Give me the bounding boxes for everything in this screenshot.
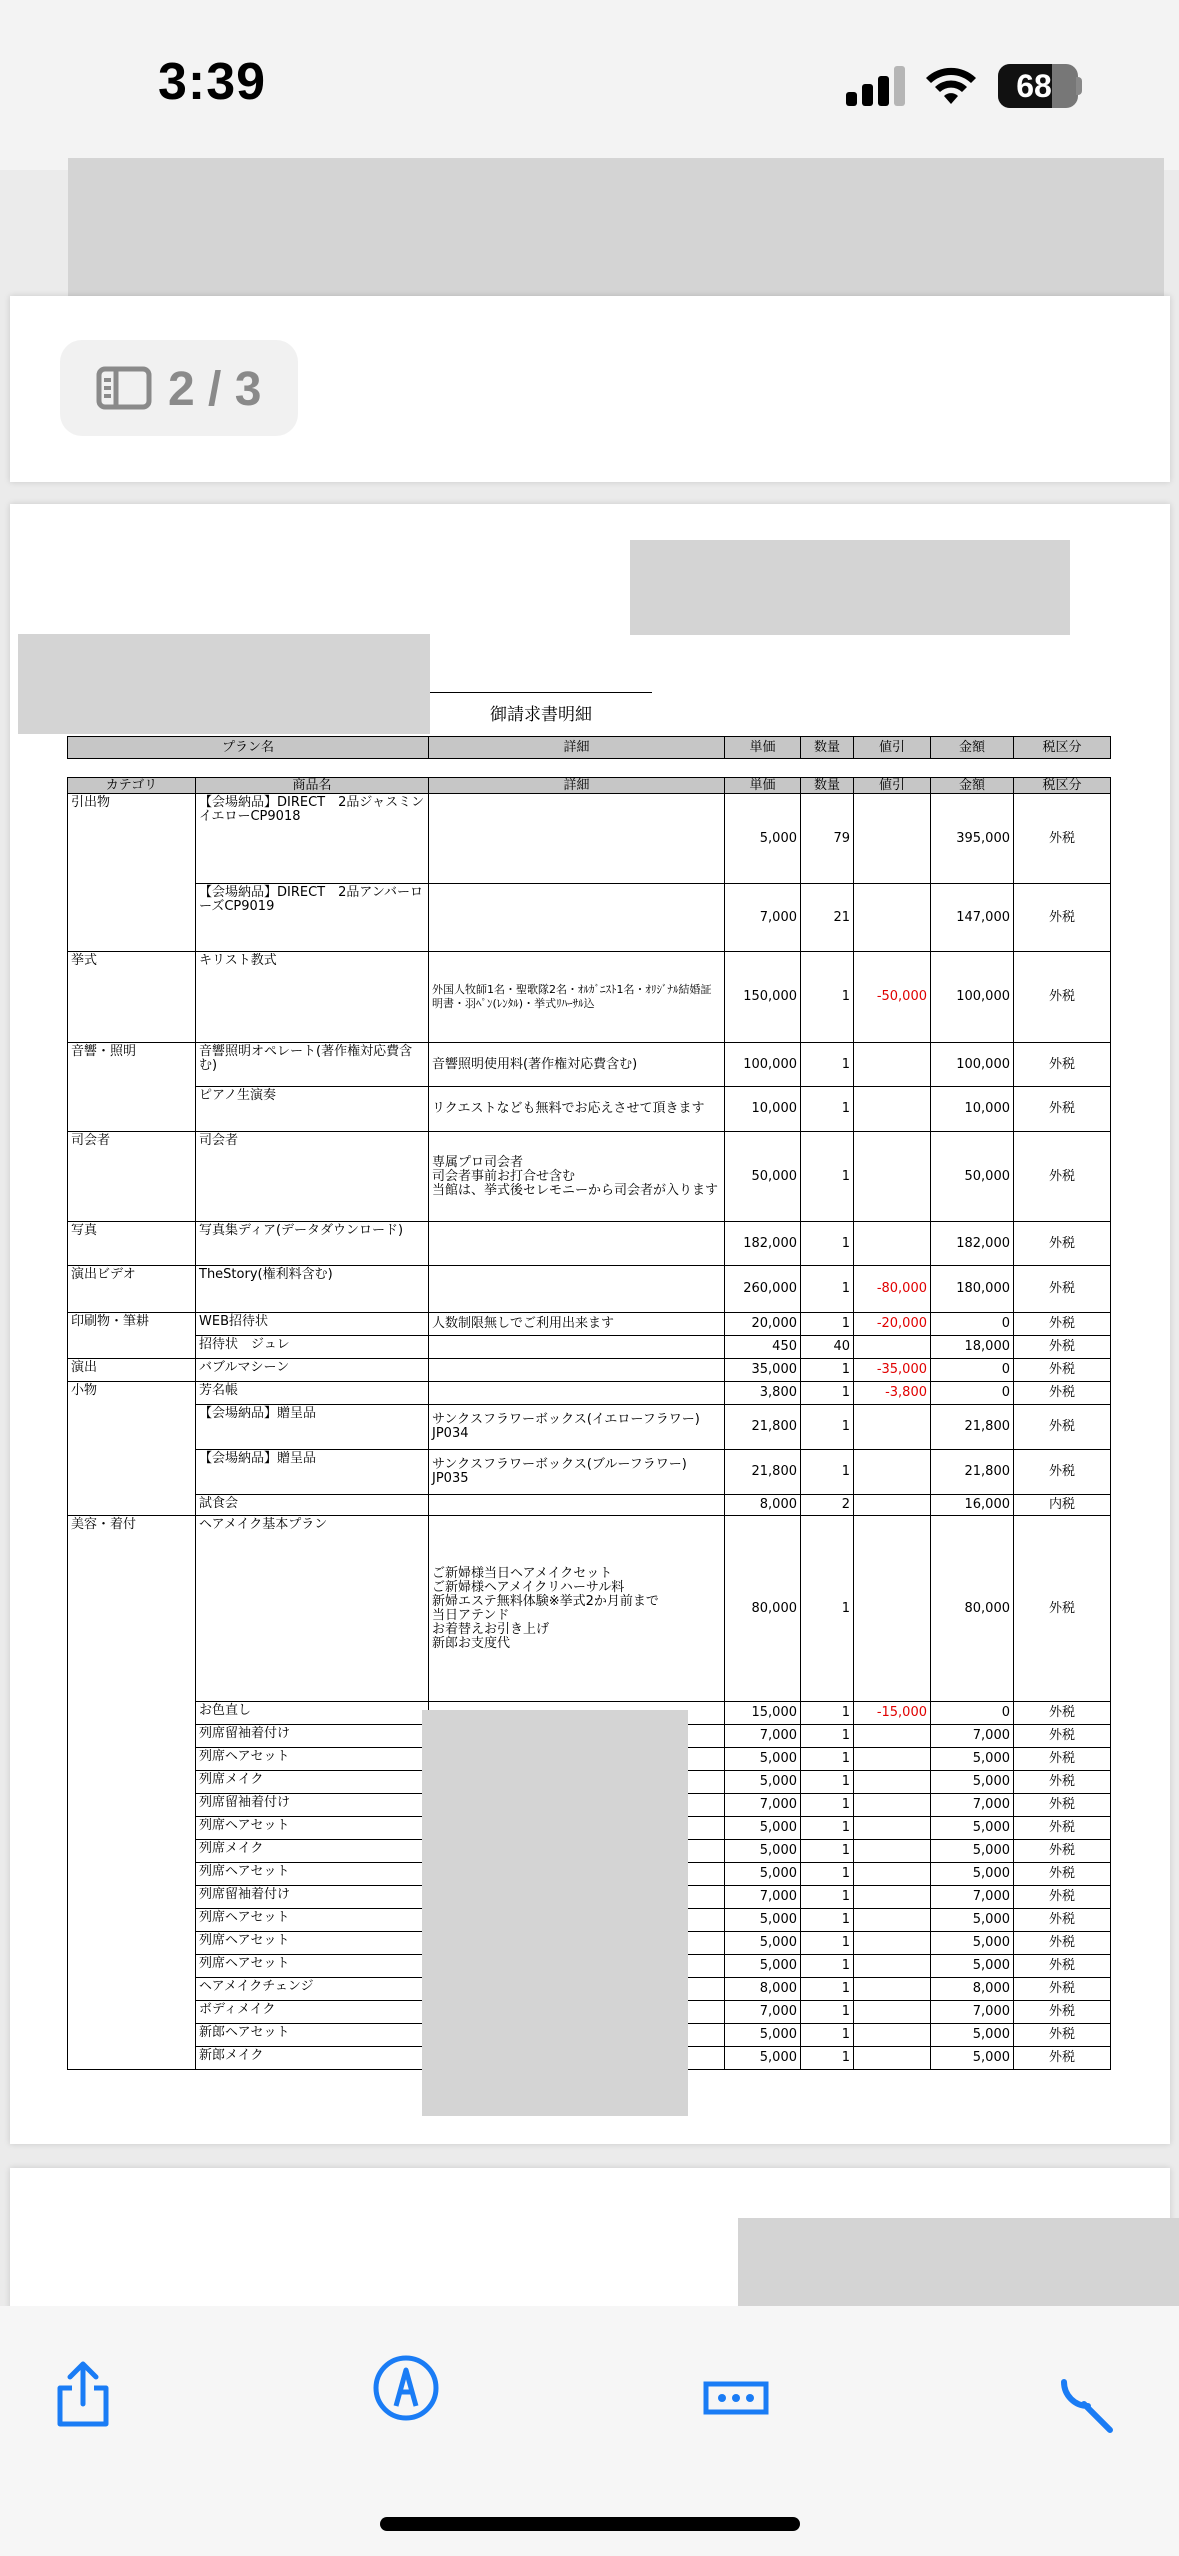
product-name-cell: 招待状 ジュレ bbox=[196, 1336, 429, 1359]
plan-header-cell: 税区分 bbox=[1014, 737, 1111, 759]
home-indicator bbox=[380, 2517, 800, 2531]
tax-type-cell: 外税 bbox=[1014, 1725, 1111, 1748]
quantity-cell: 1 bbox=[801, 1748, 854, 1771]
unit-price-cell: 5,000 bbox=[725, 1909, 801, 1932]
unit-price-cell: 10,000 bbox=[725, 1087, 801, 1132]
unit-price-cell: 15,000 bbox=[725, 1702, 801, 1725]
tax-type-cell: 外税 bbox=[1014, 1978, 1111, 2001]
table-row bbox=[68, 1087, 1111, 1132]
amount-cell: 21,800 bbox=[931, 1405, 1014, 1450]
detail-cell bbox=[429, 1222, 725, 1266]
tax-type-cell: 外税 bbox=[1014, 1087, 1111, 1132]
tax-type-cell: 外税 bbox=[1014, 1313, 1111, 1336]
table-row bbox=[68, 1495, 1111, 1516]
tax-type-cell: 外税 bbox=[1014, 1450, 1111, 1495]
quantity-cell: 2 bbox=[801, 1495, 854, 1516]
items-header-cell: 詳細 bbox=[429, 778, 725, 794]
plan-header-cell: プラン名 bbox=[68, 737, 429, 759]
quantity-cell: 1 bbox=[801, 1313, 854, 1336]
tax-type-cell: 内税 bbox=[1014, 1495, 1111, 1516]
amount-cell: 16,000 bbox=[931, 1495, 1014, 1516]
plan-header-row bbox=[68, 737, 1111, 759]
detail-cell: サンクスフラワーボックス(ブルーフラワー) JP035 bbox=[429, 1450, 725, 1495]
product-name-cell: 列席メイク bbox=[196, 1771, 429, 1794]
quantity-cell: 1 bbox=[801, 1932, 854, 1955]
quantity-cell: 1 bbox=[801, 1359, 854, 1382]
tax-type-cell: 外税 bbox=[1014, 884, 1111, 952]
tax-type-cell: 外税 bbox=[1014, 1817, 1111, 1840]
product-name-cell: お色直し bbox=[196, 1702, 429, 1725]
tax-type-cell: 外税 bbox=[1014, 2047, 1111, 2070]
tax-type-cell: 外税 bbox=[1014, 2001, 1111, 2024]
table-row bbox=[68, 1450, 1111, 1495]
unit-price-cell: 8,000 bbox=[725, 1978, 801, 2001]
discount-cell bbox=[854, 1794, 931, 1817]
discount-cell: -20,000 bbox=[854, 1313, 931, 1336]
tax-type-cell: 外税 bbox=[1014, 1886, 1111, 1909]
table-row bbox=[68, 1516, 1111, 1702]
discount-cell bbox=[854, 1132, 931, 1222]
table-row bbox=[68, 1132, 1111, 1222]
unit-price-cell: 182,000 bbox=[725, 1222, 801, 1266]
battery-nub bbox=[1076, 77, 1082, 95]
quantity-cell: 1 bbox=[801, 1978, 854, 2001]
product-name-cell: ヘアメイクチェンジ bbox=[196, 1978, 429, 2001]
page-indicator[interactable] bbox=[60, 340, 298, 436]
quantity-cell: 1 bbox=[801, 1886, 854, 1909]
amount-cell: 0 bbox=[931, 1382, 1014, 1405]
tax-type-cell: 外税 bbox=[1014, 952, 1111, 1043]
tax-type-cell: 外税 bbox=[1014, 1863, 1111, 1886]
category-cell: 引出物 bbox=[68, 794, 196, 952]
unit-price-cell: 150,000 bbox=[725, 952, 801, 1043]
product-name-cell: 列席ヘアセット bbox=[196, 1909, 429, 1932]
quantity-cell: 1 bbox=[801, 2001, 854, 2024]
unit-price-cell: 50,000 bbox=[725, 1132, 801, 1222]
product-name-cell: ピアノ生演奏 bbox=[196, 1087, 429, 1132]
discount-cell bbox=[854, 884, 931, 952]
detail-cell: 人数制限無しでご利用出来ます bbox=[429, 1313, 725, 1336]
table-row bbox=[68, 1336, 1111, 1359]
category-cell: 音響・照明 bbox=[68, 1043, 196, 1132]
quantity-cell: 1 bbox=[801, 1909, 854, 1932]
share-icon[interactable] bbox=[52, 2360, 114, 2430]
table-row bbox=[68, 1359, 1111, 1382]
tax-type-cell: 外税 bbox=[1014, 1266, 1111, 1313]
unit-price-cell: 100,000 bbox=[725, 1043, 801, 1087]
unit-price-cell: 21,800 bbox=[725, 1450, 801, 1495]
amount-cell: 5,000 bbox=[931, 2024, 1014, 2047]
redacted-name-block bbox=[18, 634, 430, 734]
table-row bbox=[68, 1043, 1111, 1087]
markup-icon[interactable] bbox=[372, 2354, 440, 2422]
product-name-cell: 列席ヘアセット bbox=[196, 1863, 429, 1886]
unit-price-cell: 7,000 bbox=[725, 1886, 801, 1909]
items-header-cell: 単価 bbox=[725, 778, 801, 794]
discount-cell bbox=[854, 2047, 931, 2070]
amount-cell: 7,000 bbox=[931, 1886, 1014, 1909]
amount-cell: 5,000 bbox=[931, 1840, 1014, 1863]
quantity-cell: 21 bbox=[801, 884, 854, 952]
battery-level: 68 bbox=[1016, 68, 1052, 104]
plan-header-cell: 金額 bbox=[931, 737, 1014, 759]
quantity-cell: 40 bbox=[801, 1336, 854, 1359]
category-cell: 演出ビデオ bbox=[68, 1266, 196, 1313]
quantity-cell: 1 bbox=[801, 1794, 854, 1817]
amount-cell: 5,000 bbox=[931, 2047, 1014, 2070]
redacted-details-block bbox=[422, 1710, 688, 2116]
product-name-cell: 新郎メイク bbox=[196, 2047, 429, 2070]
detail-cell bbox=[429, 1266, 725, 1313]
product-name-cell: 【会場納品】DIRECT 2品ジャスミンイエローCP9018 bbox=[196, 794, 429, 884]
product-name-cell: 列席ヘアセット bbox=[196, 1932, 429, 1955]
discount-cell: -50,000 bbox=[854, 952, 931, 1043]
product-name-cell: 司会者 bbox=[196, 1132, 429, 1222]
items-header-cell: 金額 bbox=[931, 778, 1014, 794]
amount-cell: 21,800 bbox=[931, 1450, 1014, 1495]
unit-price-cell: 5,000 bbox=[725, 1748, 801, 1771]
quantity-cell: 1 bbox=[801, 1132, 854, 1222]
detail-cell: 音響照明使用料(著作権対応費含む) bbox=[429, 1043, 725, 1087]
amount-cell: 5,000 bbox=[931, 1955, 1014, 1978]
unit-price-cell: 3,800 bbox=[725, 1382, 801, 1405]
detail-cell: 専属プロ司会者 司会者事前お打合せ含む 当館は、挙式後セレモニーから司会者が入ります bbox=[429, 1132, 725, 1222]
items-header-cell: 数量 bbox=[801, 778, 854, 794]
amount-cell: 0 bbox=[931, 1359, 1014, 1382]
discount-cell: -80,000 bbox=[854, 1266, 931, 1313]
tax-type-cell: 外税 bbox=[1014, 1336, 1111, 1359]
amount-cell: 182,000 bbox=[931, 1222, 1014, 1266]
discount-cell bbox=[854, 1840, 931, 1863]
amount-cell: 7,000 bbox=[931, 1725, 1014, 1748]
product-name-cell: 試食会 bbox=[196, 1495, 429, 1516]
table-row bbox=[68, 794, 1111, 884]
amount-cell: 18,000 bbox=[931, 1336, 1014, 1359]
amount-cell: 100,000 bbox=[931, 1043, 1014, 1087]
tax-type-cell: 外税 bbox=[1014, 1382, 1111, 1405]
detail-cell bbox=[429, 1359, 725, 1382]
amount-cell: 5,000 bbox=[931, 1748, 1014, 1771]
product-name-cell: 列席ヘアセット bbox=[196, 1748, 429, 1771]
tax-type-cell: 外税 bbox=[1014, 1702, 1111, 1725]
unit-price-cell: 5,000 bbox=[725, 794, 801, 884]
product-name-cell: キリスト教式 bbox=[196, 952, 429, 1043]
title-rule bbox=[430, 692, 652, 693]
discount-cell bbox=[854, 1748, 931, 1771]
quantity-cell: 1 bbox=[801, 1382, 854, 1405]
discount-cell bbox=[854, 2001, 931, 2024]
discount-cell bbox=[854, 2024, 931, 2047]
tax-type-cell: 外税 bbox=[1014, 1771, 1111, 1794]
discount-cell bbox=[854, 1817, 931, 1840]
table-row bbox=[68, 1266, 1111, 1313]
category-cell: 印刷物・筆耕 bbox=[68, 1313, 196, 1359]
page-indicator-label: 2 / 3 bbox=[168, 363, 262, 416]
amount-cell: 5,000 bbox=[931, 1771, 1014, 1794]
detail-cell: ご新婦様当日ヘアメイクセット ご新婦様ヘアメイクリハーサル料 新婦エステ無料体験※挙式2か月前まで 当日アテンド お着替えお引き上げ 新郎お支度代 bbox=[429, 1516, 725, 1702]
sidebar-icon bbox=[96, 366, 152, 410]
unit-price-cell: 8,000 bbox=[725, 1495, 801, 1516]
unit-price-cell: 7,000 bbox=[725, 1725, 801, 1748]
product-name-cell: バブルマシーン bbox=[196, 1359, 429, 1382]
tax-type-cell: 外税 bbox=[1014, 1516, 1111, 1702]
tax-type-cell: 外税 bbox=[1014, 1405, 1111, 1450]
tax-type-cell: 外税 bbox=[1014, 1932, 1111, 1955]
category-cell: 演出 bbox=[68, 1359, 196, 1382]
quantity-cell: 1 bbox=[801, 1266, 854, 1313]
quantity-cell: 1 bbox=[801, 2024, 854, 2047]
amount-cell: 7,000 bbox=[931, 1794, 1014, 1817]
discount-cell: -3,800 bbox=[854, 1382, 931, 1405]
items-header-row bbox=[68, 778, 1111, 794]
amount-cell: 8,000 bbox=[931, 1978, 1014, 2001]
plan-header-cell: 数量 bbox=[801, 737, 854, 759]
detail-cell bbox=[429, 884, 725, 952]
plan-header-cell: 値引 bbox=[854, 737, 931, 759]
unit-price-cell: 7,000 bbox=[725, 1794, 801, 1817]
product-name-cell: 【会場納品】DIRECT 2品アンバーローズCP9019 bbox=[196, 884, 429, 952]
product-name-cell: 【会場納品】贈呈品 bbox=[196, 1450, 429, 1495]
items-header-cell: 商品名 bbox=[196, 778, 429, 794]
discount-cell bbox=[854, 1222, 931, 1266]
amount-cell: 7,000 bbox=[931, 2001, 1014, 2024]
quantity-cell: 1 bbox=[801, 1725, 854, 1748]
discount-cell bbox=[854, 1336, 931, 1359]
redacted-header-block bbox=[68, 158, 1164, 310]
unit-price-cell: 5,000 bbox=[725, 1771, 801, 1794]
category-cell: 美容・着付 bbox=[68, 1516, 196, 2070]
discount-cell bbox=[854, 1516, 931, 1702]
cellular-signal-icon bbox=[846, 66, 906, 106]
product-name-cell: 列席留袖着付け bbox=[196, 1886, 429, 1909]
quantity-cell: 1 bbox=[801, 952, 854, 1043]
amount-cell: 180,000 bbox=[931, 1266, 1014, 1313]
tax-type-cell: 外税 bbox=[1014, 1222, 1111, 1266]
table-row bbox=[68, 952, 1111, 1043]
product-name-cell: 新郎ヘアセット bbox=[196, 2024, 429, 2047]
product-name-cell: 音響照明オペレート(著作権対応費含む) bbox=[196, 1043, 429, 1087]
unit-price-cell: 20,000 bbox=[725, 1313, 801, 1336]
product-name-cell: 列席留袖着付け bbox=[196, 1794, 429, 1817]
tax-type-cell: 外税 bbox=[1014, 1043, 1111, 1087]
product-name-cell: 【会場納品】贈呈品 bbox=[196, 1405, 429, 1450]
table-row bbox=[68, 1405, 1111, 1450]
product-name-cell: 列席ヘアセット bbox=[196, 1817, 429, 1840]
quantity-cell: 1 bbox=[801, 1043, 854, 1087]
items-header-cell: 税区分 bbox=[1014, 778, 1111, 794]
quantity-cell: 1 bbox=[801, 1771, 854, 1794]
wifi-icon bbox=[924, 62, 978, 106]
plan-header-cell: 詳細 bbox=[429, 737, 725, 759]
unit-price-cell: 35,000 bbox=[725, 1359, 801, 1382]
battery-icon bbox=[998, 64, 1078, 108]
unit-price-cell: 260,000 bbox=[725, 1266, 801, 1313]
table-row bbox=[68, 884, 1111, 952]
category-cell: 司会者 bbox=[68, 1132, 196, 1222]
discount-cell bbox=[854, 1909, 931, 1932]
product-name-cell: TheStory(権利料含む) bbox=[196, 1266, 429, 1313]
table-row bbox=[68, 1222, 1111, 1266]
discount-cell bbox=[854, 1886, 931, 1909]
quantity-cell: 1 bbox=[801, 1863, 854, 1886]
detail-cell bbox=[429, 794, 725, 884]
document-title: 御請求書明細 bbox=[490, 705, 592, 725]
search-icon[interactable] bbox=[1058, 2376, 1128, 2436]
discount-cell bbox=[854, 1725, 931, 1748]
tax-type-cell: 外税 bbox=[1014, 1909, 1111, 1932]
product-name-cell: 列席メイク bbox=[196, 1840, 429, 1863]
detail-cell: 外国人牧師1名・聖歌隊2名・ｵﾙｶﾞﾆｽﾄ1名・ｵﾘｼﾞﾅﾙ結婚証明書・羽ﾍﾟﾝ(ﾚﾝﾀﾙ)・挙式ﾘﾊｰｻﾙ込 bbox=[429, 952, 725, 1043]
table-row bbox=[68, 1313, 1111, 1336]
unit-price-cell: 21,800 bbox=[725, 1405, 801, 1450]
unit-price-cell: 450 bbox=[725, 1336, 801, 1359]
unit-price-cell: 5,000 bbox=[725, 2047, 801, 2070]
plan-header-cell: 単価 bbox=[725, 737, 801, 759]
product-name-cell: 列席ヘアセット bbox=[196, 1955, 429, 1978]
detail-cell bbox=[429, 1336, 725, 1359]
discount-cell bbox=[854, 1043, 931, 1087]
quantity-cell: 1 bbox=[801, 1840, 854, 1863]
unit-price-cell: 7,000 bbox=[725, 884, 801, 952]
quantity-cell: 1 bbox=[801, 1405, 854, 1450]
discount-cell bbox=[854, 1087, 931, 1132]
discount-cell bbox=[854, 1863, 931, 1886]
product-name-cell: 列席留袖着付け bbox=[196, 1725, 429, 1748]
status-time: 3:39 bbox=[158, 53, 267, 111]
discount-cell bbox=[854, 1771, 931, 1794]
amount-cell: 5,000 bbox=[931, 1932, 1014, 1955]
discount-cell bbox=[854, 794, 931, 884]
product-name-cell: 写真集ディア(データダウンロード) bbox=[196, 1222, 429, 1266]
amount-cell: 147,000 bbox=[931, 884, 1014, 952]
status-bar bbox=[0, 0, 1179, 170]
discount-cell bbox=[854, 1955, 931, 1978]
items-header-cell: 値引 bbox=[854, 778, 931, 794]
quantity-cell: 1 bbox=[801, 1222, 854, 1266]
redacted-address-block bbox=[630, 540, 1070, 635]
quantity-cell: 1 bbox=[801, 2047, 854, 2070]
unit-price-cell: 5,000 bbox=[725, 1932, 801, 1955]
table-row bbox=[68, 1382, 1111, 1405]
unit-price-cell: 5,000 bbox=[725, 2024, 801, 2047]
quantity-cell: 1 bbox=[801, 1087, 854, 1132]
quantity-cell: 1 bbox=[801, 1450, 854, 1495]
unit-price-cell: 80,000 bbox=[725, 1516, 801, 1702]
category-cell: 写真 bbox=[68, 1222, 196, 1266]
product-name-cell: WEB招待状 bbox=[196, 1313, 429, 1336]
tax-type-cell: 外税 bbox=[1014, 794, 1111, 884]
product-name-cell: ボディメイク bbox=[196, 2001, 429, 2024]
quantity-cell: 79 bbox=[801, 794, 854, 884]
discount-cell bbox=[854, 1978, 931, 2001]
detail-cell: リクエストなども無料でお応えさせて頂きます bbox=[429, 1087, 725, 1132]
more-icon[interactable] bbox=[702, 2378, 782, 2418]
unit-price-cell: 5,000 bbox=[725, 1840, 801, 1863]
tax-type-cell: 外税 bbox=[1014, 1359, 1111, 1382]
tax-type-cell: 外税 bbox=[1014, 2024, 1111, 2047]
discount-cell bbox=[854, 1450, 931, 1495]
amount-cell: 395,000 bbox=[931, 794, 1014, 884]
items-header-cell: カテゴリ bbox=[68, 778, 196, 794]
tax-type-cell: 外税 bbox=[1014, 1840, 1111, 1863]
product-name-cell: 芳名帳 bbox=[196, 1382, 429, 1405]
discount-cell: -15,000 bbox=[854, 1702, 931, 1725]
detail-cell bbox=[429, 1495, 725, 1516]
tax-type-cell: 外税 bbox=[1014, 1955, 1111, 1978]
unit-price-cell: 7,000 bbox=[725, 2001, 801, 2024]
tax-type-cell: 外税 bbox=[1014, 1748, 1111, 1771]
amount-cell: 5,000 bbox=[931, 1817, 1014, 1840]
quantity-cell: 1 bbox=[801, 1516, 854, 1702]
quantity-cell: 1 bbox=[801, 1955, 854, 1978]
amount-cell: 80,000 bbox=[931, 1516, 1014, 1702]
unit-price-cell: 5,000 bbox=[725, 1955, 801, 1978]
detail-cell: サンクスフラワーボックス(イエローフラワー) JP034 bbox=[429, 1405, 725, 1450]
unit-price-cell: 5,000 bbox=[725, 1863, 801, 1886]
discount-cell bbox=[854, 1405, 931, 1450]
amount-cell: 100,000 bbox=[931, 952, 1014, 1043]
amount-cell: 0 bbox=[931, 1702, 1014, 1725]
category-cell: 挙式 bbox=[68, 952, 196, 1043]
quantity-cell: 1 bbox=[801, 1702, 854, 1725]
discount-cell bbox=[854, 1932, 931, 1955]
category-cell: 小物 bbox=[68, 1382, 196, 1516]
quantity-cell: 1 bbox=[801, 1817, 854, 1840]
tax-type-cell: 外税 bbox=[1014, 1794, 1111, 1817]
amount-cell: 10,000 bbox=[931, 1087, 1014, 1132]
amount-cell: 5,000 bbox=[931, 1863, 1014, 1886]
detail-cell bbox=[429, 1382, 725, 1405]
amount-cell: 5,000 bbox=[931, 1909, 1014, 1932]
discount-cell: -35,000 bbox=[854, 1359, 931, 1382]
amount-cell: 50,000 bbox=[931, 1132, 1014, 1222]
discount-cell bbox=[854, 1495, 931, 1516]
plan-table bbox=[67, 736, 1111, 759]
amount-cell: 0 bbox=[931, 1313, 1014, 1336]
product-name-cell: ヘアメイク基本プラン bbox=[196, 1516, 429, 1702]
unit-price-cell: 5,000 bbox=[725, 1817, 801, 1840]
tax-type-cell: 外税 bbox=[1014, 1132, 1111, 1222]
